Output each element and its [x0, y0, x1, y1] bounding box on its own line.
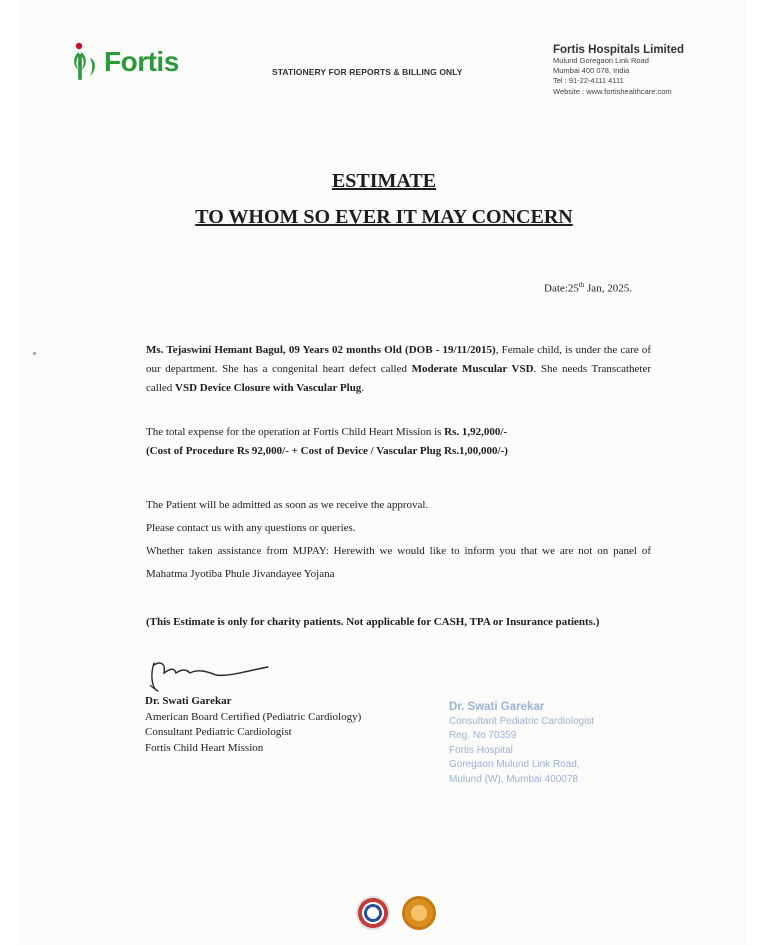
patient-paragraph — [146, 341, 651, 398]
address-line-2: Mumbai 400 078, India — [553, 66, 630, 76]
paragraph-text: . She needs Transcatheter called — [146, 363, 652, 394]
doctor-signature-block — [145, 694, 361, 756]
stamp-line: Reg. No 70359 — [449, 730, 517, 741]
date-rest: Jan, 2025. — [584, 282, 632, 295]
document-title: ESTIMATE — [331, 170, 437, 192]
document-page — [20, 0, 746, 945]
cost-paragraph — [146, 423, 651, 461]
patient-details: Ms. Tejaswini Hemant Bagul, 09 Years 02 months Old (DOB - 19/11/2015) — [146, 344, 496, 356]
total-cost: Rs. 1,92,000/- — [444, 426, 508, 438]
company-name: Fortis Hospitals Limited — [553, 44, 684, 56]
document-subtitle: TO WHOM SO EVER IT MAY CONCERN — [195, 206, 573, 228]
address-line-1: Mulund Goregaon Link Road — [553, 56, 649, 65]
stamp-name: Dr. Swati Garekar — [449, 701, 545, 713]
total-line — [146, 423, 651, 442]
doctor-stamp — [449, 700, 594, 787]
admission-paragraph — [146, 494, 651, 586]
procedure: VSD Device Closure with Vascular Plug — [175, 382, 362, 394]
telephone: Tel : 91-22-4111 4111 — [553, 76, 624, 86]
stamp-line: Consultant Pediatric Cardiologist — [449, 715, 595, 727]
fortis-logo — [70, 38, 179, 86]
doctor-department: Fortis Child Heart Mission — [145, 741, 264, 754]
date-ordinal: th — [578, 281, 585, 289]
stamp-line: Goregaon Mulund Link Road, — [449, 759, 580, 770]
charity-note: (This Estimate is only for charity patients. Not applicable for CASH, TPA or Insurance patients.) — [146, 616, 600, 628]
stamp-line: Fortis Hospital — [449, 744, 513, 756]
stamp-line: Mulund (W), Mumbai 400078 — [449, 773, 578, 785]
accreditation-badges — [356, 896, 436, 930]
date-prefix: Date:25 — [544, 282, 579, 295]
fortis-logo-icon — [70, 40, 100, 84]
paragraph-text: . — [361, 382, 365, 394]
cost-breakdown — [146, 442, 651, 461]
doctor-designation: Consultant Pediatric Cardiologist — [145, 726, 292, 738]
doctor-qualification: American Board Certified (Pediatric Cardiology) — [145, 710, 362, 723]
contact-line: Please contact us with any questions or queries. — [146, 522, 356, 534]
gold-accreditation-seal-icon — [402, 896, 436, 930]
paragraph-text: , Female child, is under the care of our department. She has a congenital heart defect called — [146, 344, 652, 375]
nabh-seal-icon — [356, 896, 390, 930]
mjpay-line: Whether taken assistance from MJPAY: Herewith we would like to inform you that we are not on panel of Mahatma Jyotiba Phule Jivandayee Yojana — [146, 545, 651, 580]
company-address-block — [553, 44, 684, 97]
stationery-note: STATIONERY FOR REPORTS & BILLING ONLY — [272, 67, 463, 77]
scan-speck — [33, 352, 36, 355]
handwritten-signature — [146, 655, 271, 695]
website: Website : www.fortishealthcare.com — [553, 86, 672, 96]
paragraph-text: The total expense for the operation at Fortis Child Heart Mission is — [146, 426, 445, 438]
diagnosis: Moderate Muscular VSD — [411, 363, 534, 375]
letter-date — [544, 281, 632, 295]
cost-breakdown-text: (Cost of Procedure Rs 92,000/- + Cost of Device / Vascular Plug Rs.1,00,000/-) — [146, 445, 508, 457]
logo-wordmark: Fortis — [104, 46, 179, 77]
admission-line: The Patient will be admitted as soon as we receive the approval. — [146, 499, 429, 511]
doctor-name: Dr. Swati Garekar — [145, 695, 232, 707]
